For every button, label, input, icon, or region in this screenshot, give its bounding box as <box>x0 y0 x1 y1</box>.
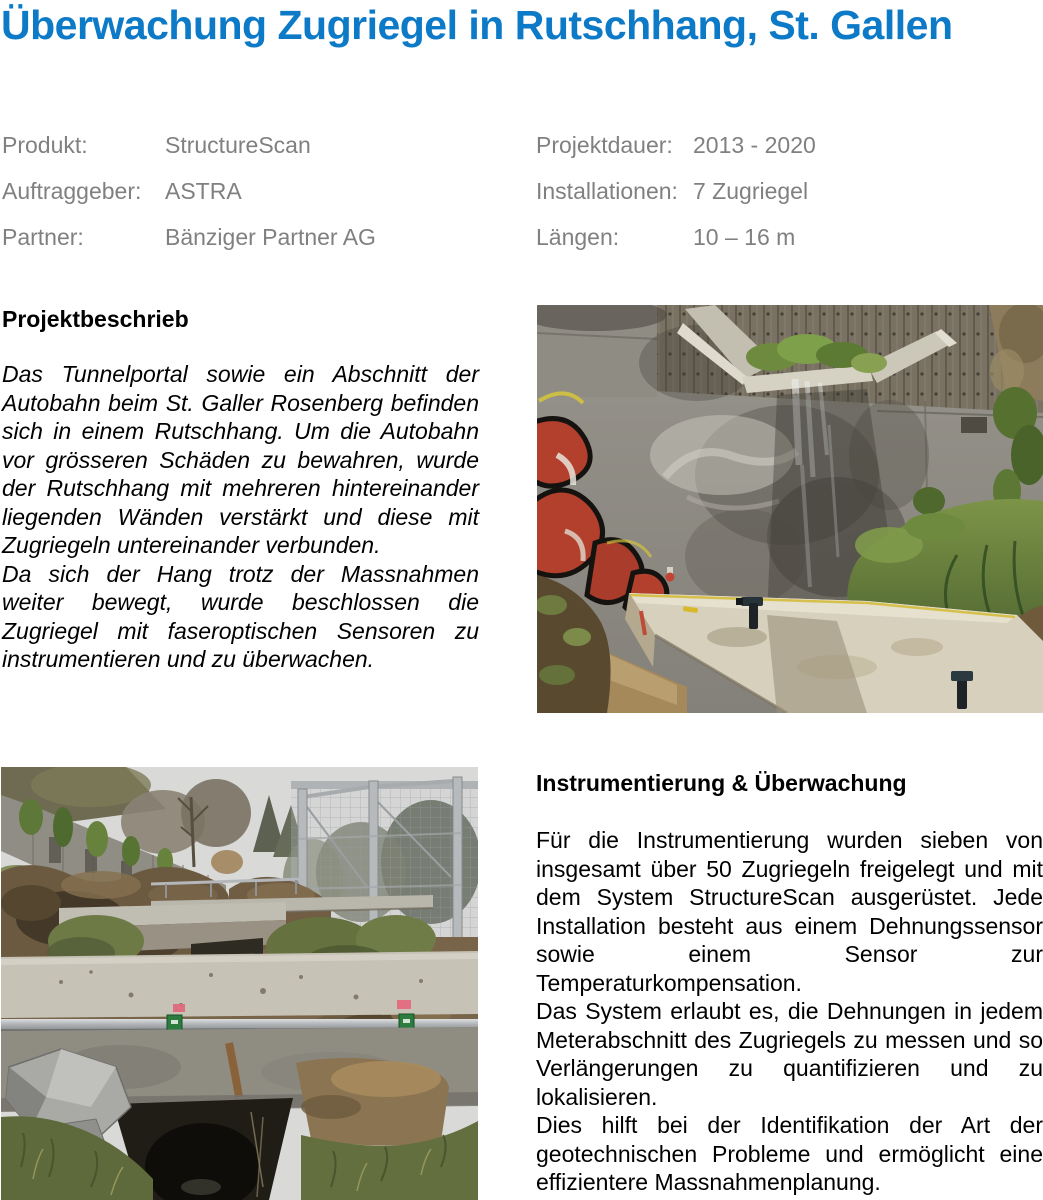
meta-label-produkt: Produkt: <box>2 132 88 158</box>
meta-row-installationen <box>536 179 1043 203</box>
meta-label-laengen: Längen: <box>536 224 620 250</box>
projektbeschrieb-paragraph-1: Das Tunnelportal sowie ein Abschnitt der Autobahn beim St. Galler Rosenberg befinden sich in einem Rutschhang. Um die Autobahn vor grösseren Schäden zu bewahren, wurde der Rutschhang mit mehreren hintereinander liegenden Wänden verstärkt und diese mit Zugriegeln untereinander verbunden. <box>2 361 479 558</box>
meta-block-left <box>2 133 502 271</box>
text-projektbeschrieb <box>2 360 479 674</box>
meta-label-projektdauer: Projektdauer: <box>536 132 673 158</box>
photo-retaining-wall-graffiti <box>537 305 1043 713</box>
meta-value-partner: Bänziger Partner AG <box>165 224 376 250</box>
meta-value-produkt: StructureScan <box>165 132 311 158</box>
meta-block-right <box>536 133 1043 271</box>
meta-label-partner: Partner: <box>2 224 84 250</box>
meta-label-auftraggeber: Auftraggeber: <box>2 178 142 204</box>
meta-row-laengen <box>536 225 1043 249</box>
meta-label-installationen: Installationen: <box>536 178 678 204</box>
meta-row-produkt <box>2 133 502 157</box>
instrumentierung-paragraph-2: Das System erlaubt es, die Dehnungen in jedem Meterabschnitt des Zugriegels zu messen und so Verlängerungen zu quantifizieren und zu lokalisieren. <box>536 998 1043 1110</box>
instrumentierung-paragraph-1: Für die Instrumentierung wurden sieben von insgesamt über 50 Zugriegeln freigelegt und mit dem System StructureScan ausgerüstet. Jede Installation besteht aus einem Dehnungssensor sowie einem Sensor zur Temperaturkompensation. <box>536 827 1043 996</box>
text-instrumentierung <box>536 826 1043 1197</box>
meta-row-projektdauer <box>536 133 1043 157</box>
heading-instrumentierung: Instrumentierung & Überwachung <box>536 770 907 796</box>
heading-projektbeschrieb: Projektbeschrieb <box>2 306 189 332</box>
meta-value-laengen: 10 – 16 m <box>693 224 796 250</box>
meta-row-auftraggeber <box>2 179 502 203</box>
photo-construction-site-tie-beams <box>1 767 478 1200</box>
meta-value-auftraggeber: ASTRA <box>165 178 242 204</box>
meta-row-partner <box>2 225 502 249</box>
right-dirt-mound <box>296 1058 449 1146</box>
page-title: Überwachung Zugriegel in Rutschhang, St. Gallen <box>1 2 953 48</box>
projektbeschrieb-paragraph-2: Da sich der Hang trotz der Massnahmen weiter bewegt, wurde beschlossen die Zugriegel mit faseroptischen Sensoren zu instrumentieren und zu überwachen. <box>2 560 479 672</box>
meta-value-projektdauer: 2013 - 2020 <box>693 132 816 158</box>
instrumentierung-paragraph-3: Dies hilft bei der Identifikation der Art der geotechnischen Probleme und ermöglicht eine effizientere Massnahmenplanung. <box>536 1112 1043 1195</box>
meta-value-installationen: 7 Zugriegel <box>693 178 809 204</box>
